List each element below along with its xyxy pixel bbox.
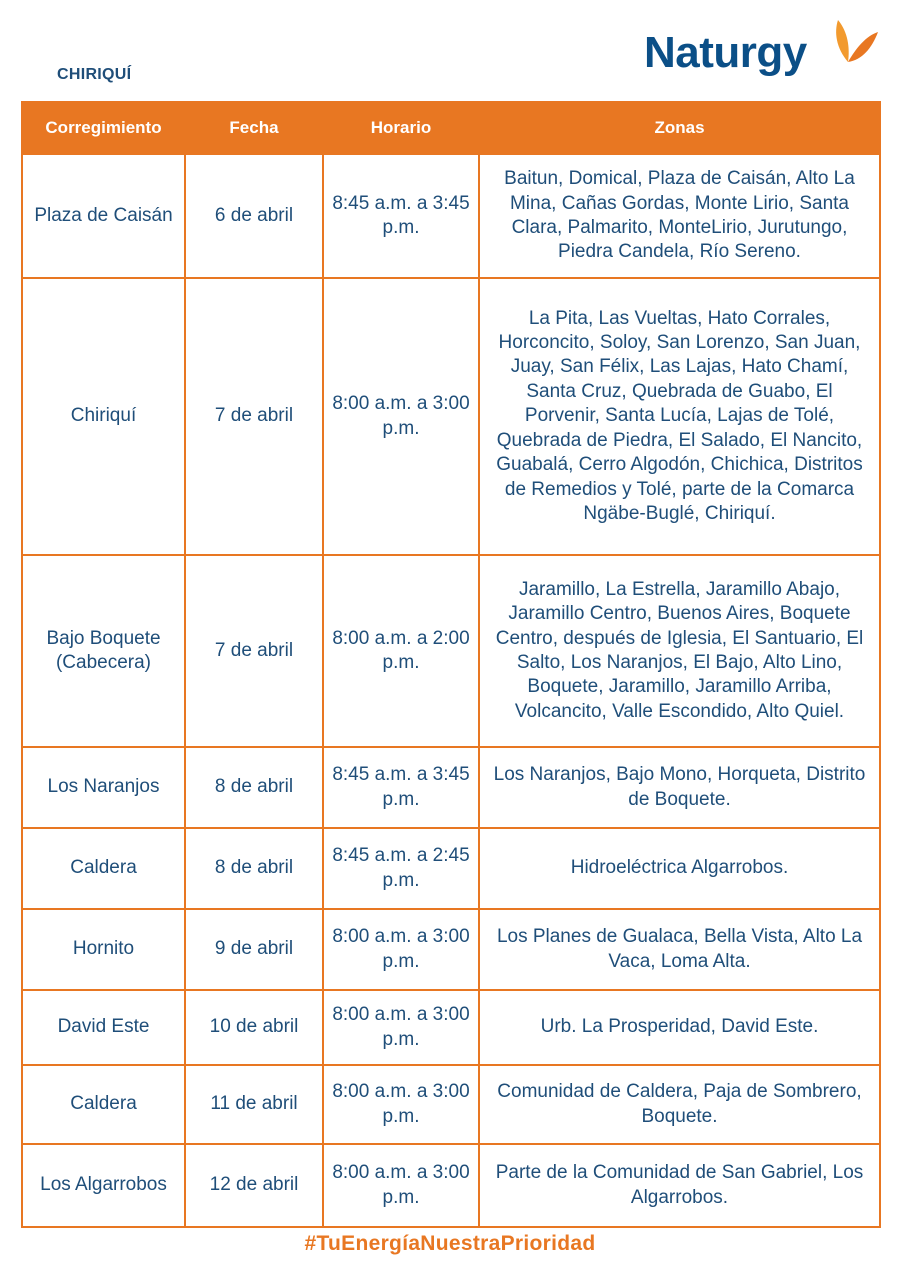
cell-corregimiento: Los Naranjos: [22, 747, 185, 828]
table-row: [22, 828, 880, 909]
cell-fecha: 7 de abril: [185, 555, 323, 747]
table-row: [22, 555, 880, 747]
cell-corregimiento: Los Algarrobos: [22, 1144, 185, 1227]
cell-corregimiento: Chiriquí: [22, 278, 185, 555]
campaign-hashtag: #TuEnergíaNuestraPrioridad: [304, 1232, 596, 1255]
table-row: [22, 278, 880, 555]
cell-fecha: 6 de abril: [185, 154, 323, 278]
table-header-row: [22, 102, 880, 154]
cell-horario: 8:45 a.m. a 3:45 p.m.: [323, 747, 479, 828]
naturgy-logo: [644, 18, 884, 88]
cell-corregimiento: David Este: [22, 990, 185, 1065]
cell-zonas: Parte de la Comunidad de San Gabriel, Los Algarrobos.: [479, 1144, 880, 1227]
column-header-zonas: Zonas: [479, 102, 880, 154]
cell-horario: 8:00 a.m. a 3:00 p.m.: [323, 1065, 479, 1144]
cell-fecha: 8 de abril: [185, 747, 323, 828]
cell-zonas: Los Naranjos, Bajo Mono, Horqueta, Distrito de Boquete.: [479, 747, 880, 828]
schedule-table: [21, 101, 881, 1228]
table-row: [22, 1144, 880, 1227]
cell-zonas: Los Planes de Gualaca, Bella Vista, Alto La Vaca, Loma Alta.: [479, 909, 880, 990]
cell-fecha: 7 de abril: [185, 278, 323, 555]
table-row: [22, 1065, 880, 1144]
cell-corregimiento: Bajo Boquete (Cabecera): [22, 555, 185, 747]
cell-zonas: Urb. La Prosperidad, David Este.: [479, 990, 880, 1065]
cell-zonas: Baitun, Domical, Plaza de Caisán, Alto La Mina, Cañas Gordas, Monte Lirio, Santa Clara, Palmarito, MonteLirio, Jurutungo, Piedra Candela, Río Sereno.: [479, 154, 880, 278]
cell-horario: 8:00 a.m. a 3:00 p.m.: [323, 909, 479, 990]
cell-corregimiento: Hornito: [22, 909, 185, 990]
column-header-corregimiento: Corregimiento: [22, 102, 185, 154]
region-title: CHIRIQUÍ: [57, 66, 132, 83]
cell-zonas: La Pita, Las Vueltas, Hato Corrales, Horconcito, Soloy, San Lorenzo, San Juan, Juay, San Félix, Las Lajas, Hato Chamí, Santa Cruz, Quebrada de Guabo, El Porvenir, Santa Lucía, Lajas de Tolé, Quebrada de Piedra, El Salado, El Nancito, Guabalá, Cerro Algodón, Chichica, Distritos de Remedios y Tolé, parte de la Comarca Ngäbe-Buglé, Chiriquí.: [479, 278, 880, 555]
cell-corregimiento: Caldera: [22, 1065, 185, 1144]
cell-horario: 8:00 a.m. a 3:00 p.m.: [323, 278, 479, 555]
cell-horario: 8:45 a.m. a 2:45 p.m.: [323, 828, 479, 909]
cell-fecha: 12 de abril: [185, 1144, 323, 1227]
cell-horario: 8:00 a.m. a 3:00 p.m.: [323, 1144, 479, 1227]
table-row: [22, 909, 880, 990]
column-header-fecha: Fecha: [185, 102, 323, 154]
table-row: [22, 154, 880, 278]
cell-fecha: 9 de abril: [185, 909, 323, 990]
column-header-horario: Horario: [323, 102, 479, 154]
cell-corregimiento: Caldera: [22, 828, 185, 909]
cell-horario: 8:00 a.m. a 3:00 p.m.: [323, 990, 479, 1065]
cell-fecha: 8 de abril: [185, 828, 323, 909]
cell-fecha: 10 de abril: [185, 990, 323, 1065]
cell-horario: 8:45 a.m. a 3:45 p.m.: [323, 154, 479, 278]
butterfly-icon: [832, 18, 880, 70]
table-row: [22, 990, 880, 1065]
cell-corregimiento: Plaza de Caisán: [22, 154, 185, 278]
cell-zonas: Hidroeléctrica Algarrobos.: [479, 828, 880, 909]
table-row: [22, 747, 880, 828]
brand-name: Naturgy: [644, 28, 807, 77]
cell-fecha: 11 de abril: [185, 1065, 323, 1144]
cell-horario: 8:00 a.m. a 2:00 p.m.: [323, 555, 479, 747]
cell-zonas: Comunidad de Caldera, Paja de Sombrero, Boquete.: [479, 1065, 880, 1144]
cell-zonas: Jaramillo, La Estrella, Jaramillo Abajo, Jaramillo Centro, Buenos Aires, Boquete Centro, después de Iglesia, El Santuario, El Salto, Los Naranjos, El Bajo, Alto Lino, Boquete, Jaramillo, Jaramillo Arriba, Volcancito, Valle Escondido, Alto Quiel.: [479, 555, 880, 747]
